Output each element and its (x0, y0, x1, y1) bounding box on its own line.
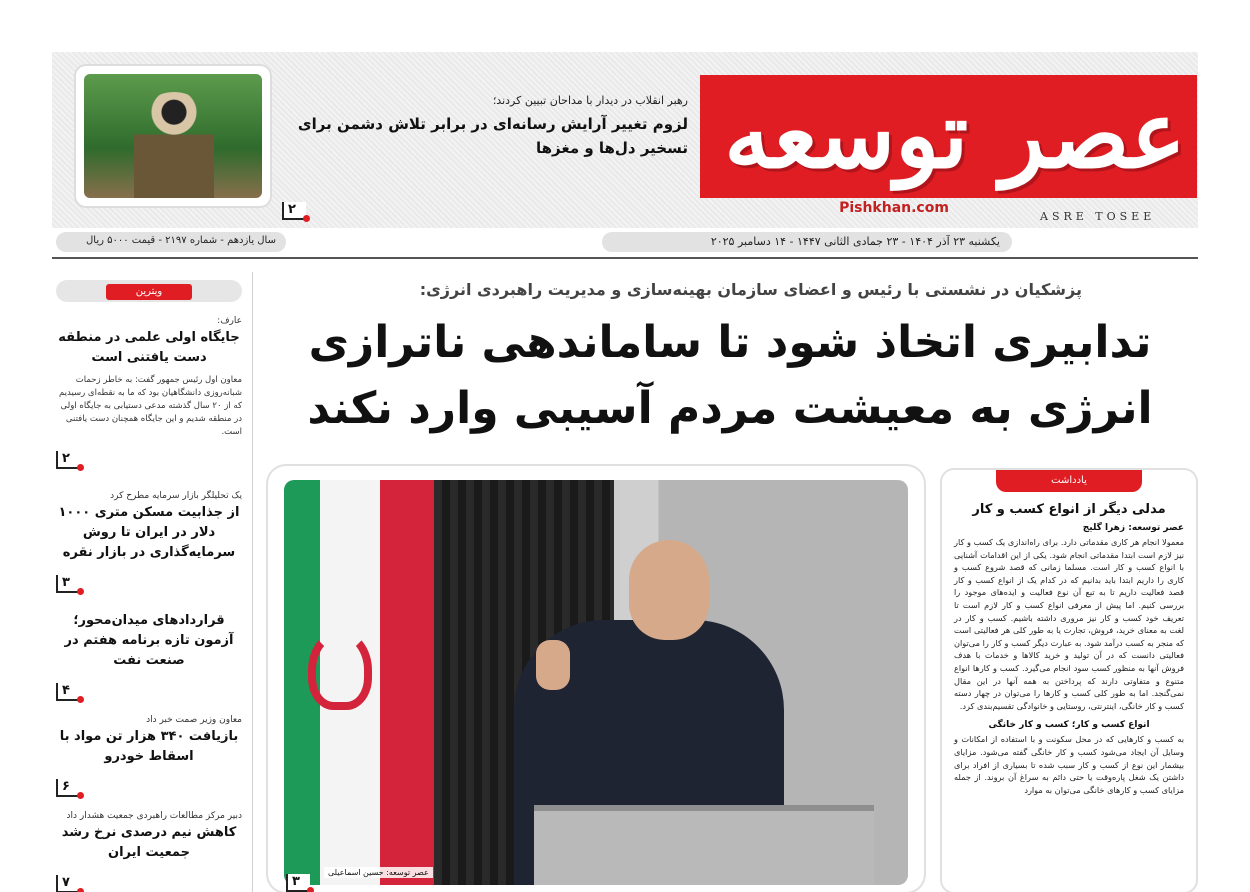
sidebar-story[interactable] (56, 611, 242, 701)
dateline (52, 229, 1198, 253)
masthead-logo: عصر توسعه (724, 81, 1186, 189)
speaker-head (629, 540, 709, 640)
page-number: ۳ (56, 575, 80, 593)
sidebar-story-title[interactable]: کاهش نیم درصدی نرخ رشد جمعیت ایران (61, 825, 237, 860)
sidebar-story-page-ref[interactable] (56, 679, 242, 701)
column-tab: یادداشت (996, 470, 1142, 492)
lead-page-ref[interactable] (286, 870, 310, 892)
teaser-story[interactable] (278, 94, 688, 160)
photo-credit: عصر توسعه: حسین اسماعیلی (324, 867, 433, 878)
sidebar-story-title[interactable]: قراردادهای میدان‌محور؛ آزمون تازه برنامه هفتم در صنعت نفت (64, 613, 234, 668)
issue-info: سال یازدهم - شماره ۲۱۹۷ - قیمت ۵۰۰۰ ریال (56, 232, 286, 252)
page-number: ۶ (56, 779, 80, 797)
sidebar-story-page-ref[interactable] (56, 571, 242, 593)
opinion-column[interactable] (942, 470, 1196, 892)
sidebar-story-title[interactable]: بازیافت ۳۴۰ هزار تن مواد با اسقاط خودرو (59, 729, 239, 764)
sidebar-tab-label: ویترین (106, 284, 192, 300)
sidebar-story-kicker: معاون وزیر صمت خبر داد (146, 715, 242, 725)
pishkhan-watermark: Pishkhan.com (839, 200, 949, 216)
sidebar-story-kicker: عارف: (217, 316, 242, 326)
podium (534, 805, 874, 885)
header-divider (52, 257, 1198, 259)
sidebar-story-kicker: دبیر مرکز مطالعات راهبردی جمعیت هشدار داد (66, 811, 242, 821)
sidebar-showcase (56, 280, 242, 892)
sidebar-story[interactable] (56, 316, 242, 469)
column-body-continued: به کسب و کارهایی که در محل سکونت و با استفاده از امکانات و وسایل آن ایجاد می‌شود کسب و کار خانگی گفته می‌شود. مزایای بیشمار این نوع از کسب و کار سبب شده تا بسیاری از افراد برای داشتن یک شغل پاره‌وقت یا حتی دائم به سراغ آن بروند. از جمله مزایای کسب و کارهای خانگی می‌توان به موارد (954, 734, 1184, 795)
page-number: ۷ (56, 875, 80, 892)
sidebar-tab (56, 280, 242, 302)
column-subtitle: انواع کسب و کار؛ کسب و کار خانگی (988, 720, 1150, 731)
sidebar-story-title[interactable]: از جذابیت مسکن متری ۱۰۰۰ دلار در ایران تا روش سرمایه‌گذاری در بازار نقره (58, 505, 240, 560)
teaser-page-ref[interactable] (282, 198, 306, 220)
column-title[interactable]: مدلی دیگر از انواع کسب و کار (972, 502, 1166, 517)
page-number: ۲ (282, 202, 306, 220)
teaser-headline[interactable]: لزوم تغییر آرایش رسانه‌ای در برابر تلاش دشمن برای تسخیر دل‌ها و مغزها (297, 115, 688, 157)
page-number: ۳ (286, 874, 310, 892)
sidebar-story[interactable] (56, 715, 242, 797)
issue-date: یکشنبه ۲۳ آذر ۱۴۰۴ - ۲۳ جمادی الثانی ۱۴۴۷ - ۱۴ دسامبر ۲۰۲۵ (602, 232, 1012, 252)
iran-flag (284, 480, 434, 885)
sidebar-story-page-ref[interactable] (56, 775, 242, 797)
sidebar-story[interactable] (56, 811, 242, 892)
speaker-hand (536, 640, 570, 690)
flag-emblem-icon (308, 630, 372, 710)
teaser-photo-image (84, 74, 262, 198)
lead-photo[interactable] (284, 480, 908, 885)
column-byline: عصر توسعه: زهرا گلیج (1082, 523, 1184, 533)
teaser-photo-figure (134, 92, 214, 198)
sidebar-story[interactable] (56, 491, 242, 593)
lead-subhead: پزشکیان در نشستی با رئیس و اعضای سازمان بهینه‌سازی و مدیریت راهبردی انرژی: (419, 280, 1082, 299)
column-body: معمولا انجام هر کاری مقدماتی دارد. برای راه‌اندازی یک کسب و کار نیز لازم است ابتدا مقدماتی انجام شود. یکی از این اقدامات آشنایی با انواع کسب و کار است. مسلما زمانی که قصد شروع کسب و کاری را داریم ابتدا باید بدانیم که در کدام یک از انواع کسب و کار قصد فعالیت داریم تا به تبع آن نوع فعالیت و ایده‌های موجود را بررسی کنیم. اما پیش از معرفی انواع کسب و کار لازم است تا تعریف خود کسب و کار نیز مروری داشته باشیم. کسب و کار در لغت به معنای خرید، فروش، تجارت یا به طور کلی هر فعالیتی است که منجر به کسب درآمد شود. به عبارت دیگر کسب و کار را می‌توان فعالیتی دانست که در آن تولید و خرید کالاها و خدمات با هدف فروش آنها به منظور کسب سود انجام می‌گیرد. کسب و کارها انواع متنوع و متفاوتی دارند که پرداختن به همه آنها در این مقال نمی‌گنجد. اما به طور کلی کسب و کارها را می‌توان در چهار دسته کسب و کار خانگی، اینترنتی، روستایی و خانوادگی تقسیم‌بندی کرد. (954, 537, 1184, 711)
teaser-kicker: رهبر انقلاب در دیدار با مداحان تبیین کردند؛ (492, 94, 688, 107)
sidebar-divider (252, 272, 253, 892)
lead-headline[interactable]: تدابیری اتخاذ شود تا ساماندهی ناترازی انرژی به معیشت مردم آسیبی وارد نکند (307, 317, 1153, 434)
masthead-latin-name: ASRE TOSEE (1040, 210, 1156, 223)
teaser-photo[interactable] (76, 66, 270, 206)
page-number: ۲ (56, 451, 80, 469)
sidebar-story-page-ref[interactable] (56, 871, 242, 892)
page-number: ۴ (56, 683, 80, 701)
sidebar-story-kicker: یک تحلیلگر بازار سرمایه مطرح کرد (110, 491, 242, 501)
sidebar-story-body: معاون اول رئیس جمهور گفت: به خاطر زحمات شبانه‌روزی دانشگاهیان بود که ما به نقطه‌ای رسیدیم که از ۲۰ سال گذشته مدعی دستیابی به جایگاه اولی در منطقه شدیم و این جایگاه همچنان دست یافتنی است. (58, 375, 242, 437)
sidebar-story-title[interactable]: جایگاه اولی علمی در منطقه دست یافتنی است (58, 330, 240, 365)
sidebar-story-page-ref[interactable] (56, 447, 242, 469)
